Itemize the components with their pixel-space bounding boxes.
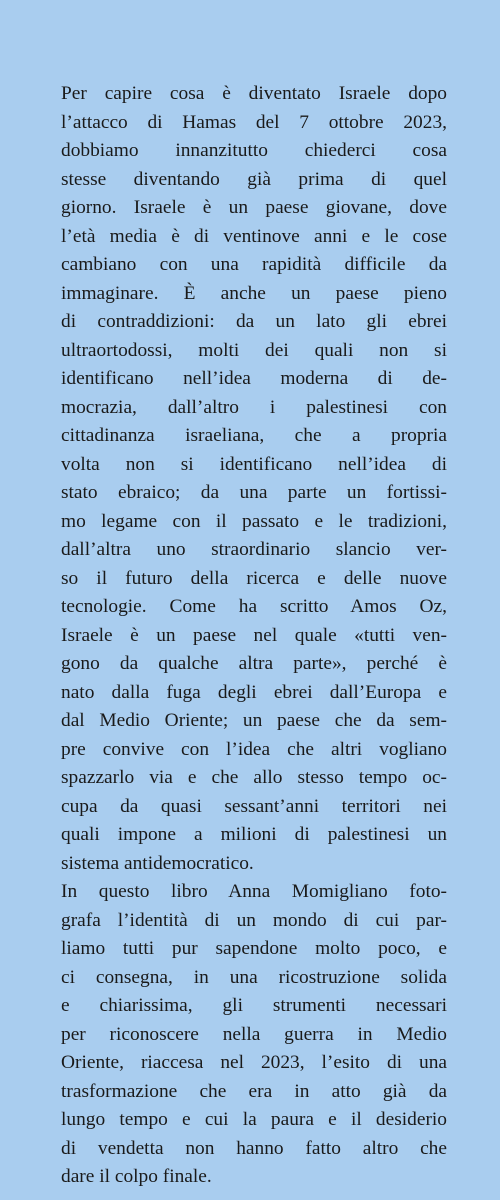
text-line: grafa l’identità di un mondo di cui par- [61,909,447,931]
text-line: l’attacco di Hamas del 7 ottobre 2023, [61,111,447,133]
text-line: l’età media è di ventinove anni e le cose [61,225,447,247]
text-line: sistema antidemocratico. [61,852,254,874]
text-line: so il futuro della ricerca e delle nuove [61,567,447,589]
text-line: quali impone a milioni di palestinesi un [61,824,447,845]
text-line: stato ebraico; da una parte un fortissi- [61,482,447,503]
text-line: per riconoscere nella guerra in Medio [61,1023,447,1045]
text-line: stesse diventando già prima di quel [61,168,447,190]
blurb-paragraph [61,80,447,878]
text-line: ci consegna, in una ricostruzione solida [61,966,447,988]
blurb-paragraph [61,878,447,1192]
text-line: e chiarissima, gli strumenti necessari [61,995,447,1016]
text-line: cambiano con una rapidità difficile da [61,254,447,275]
text-line: immaginare. È anche un paese pieno [61,282,447,304]
text-line: nato dalla fuga degli ebrei dall’Europa e [61,681,447,703]
text-line: di vendetta non hanno fatto altro che [61,1137,447,1159]
text-line: identificano nell’idea moderna di de- [61,368,447,389]
text-line: Per capire cosa è diventato Israele dopo [61,83,447,104]
text-line: cittadinanza israeliana, che a propria [61,425,447,446]
text-line: trasformazione che era in atto già da [61,1080,447,1102]
text-line: gono da qualche altra parte», perché è [61,653,447,674]
blurb-text [61,80,447,1192]
text-line: mo legame con il passato e le tradizioni, [61,510,447,532]
text-line: dobbiamo innanzitutto chiederci cosa [61,140,447,161]
text-line: dal Medio Oriente; un paese che da sem- [61,710,447,731]
text-line: giorno. Israele è un paese giovane, dove [61,197,447,218]
text-line: Oriente, riaccesa nel 2023, l’esito di una [61,1052,447,1073]
text-line: volta non si identificano nell’idea di [61,453,447,475]
text-line: cupa da quasi sessant’anni territori nei [61,795,447,817]
text-line: dall’altra uno straordinario slancio ver- [61,539,447,560]
text-line: In questo libro Anna Momigliano foto- [61,881,447,902]
text-line: spazzarlo via e che allo stesso tempo oc- [61,767,447,788]
text-line: tecnologie. Come ha scritto Amos Oz, [61,596,447,617]
text-line: di contraddizioni: da un lato gli ebrei [61,311,447,332]
text-line: Israele è un paese nel quale «tutti ven- [61,624,447,646]
text-line: dare il colpo finale. [61,1166,212,1187]
text-line: lungo tempo e cui la paura e il desiderio [61,1109,447,1130]
text-line: mocrazia, dall’altro i palestinesi con [61,396,447,418]
text-line: ultraortodossi, molti dei quali non si [61,339,447,361]
text-line: pre convive con l’idea che altri vogliano [61,738,447,760]
text-line: liamo tutti pur sapendone molto poco, e [61,938,447,959]
